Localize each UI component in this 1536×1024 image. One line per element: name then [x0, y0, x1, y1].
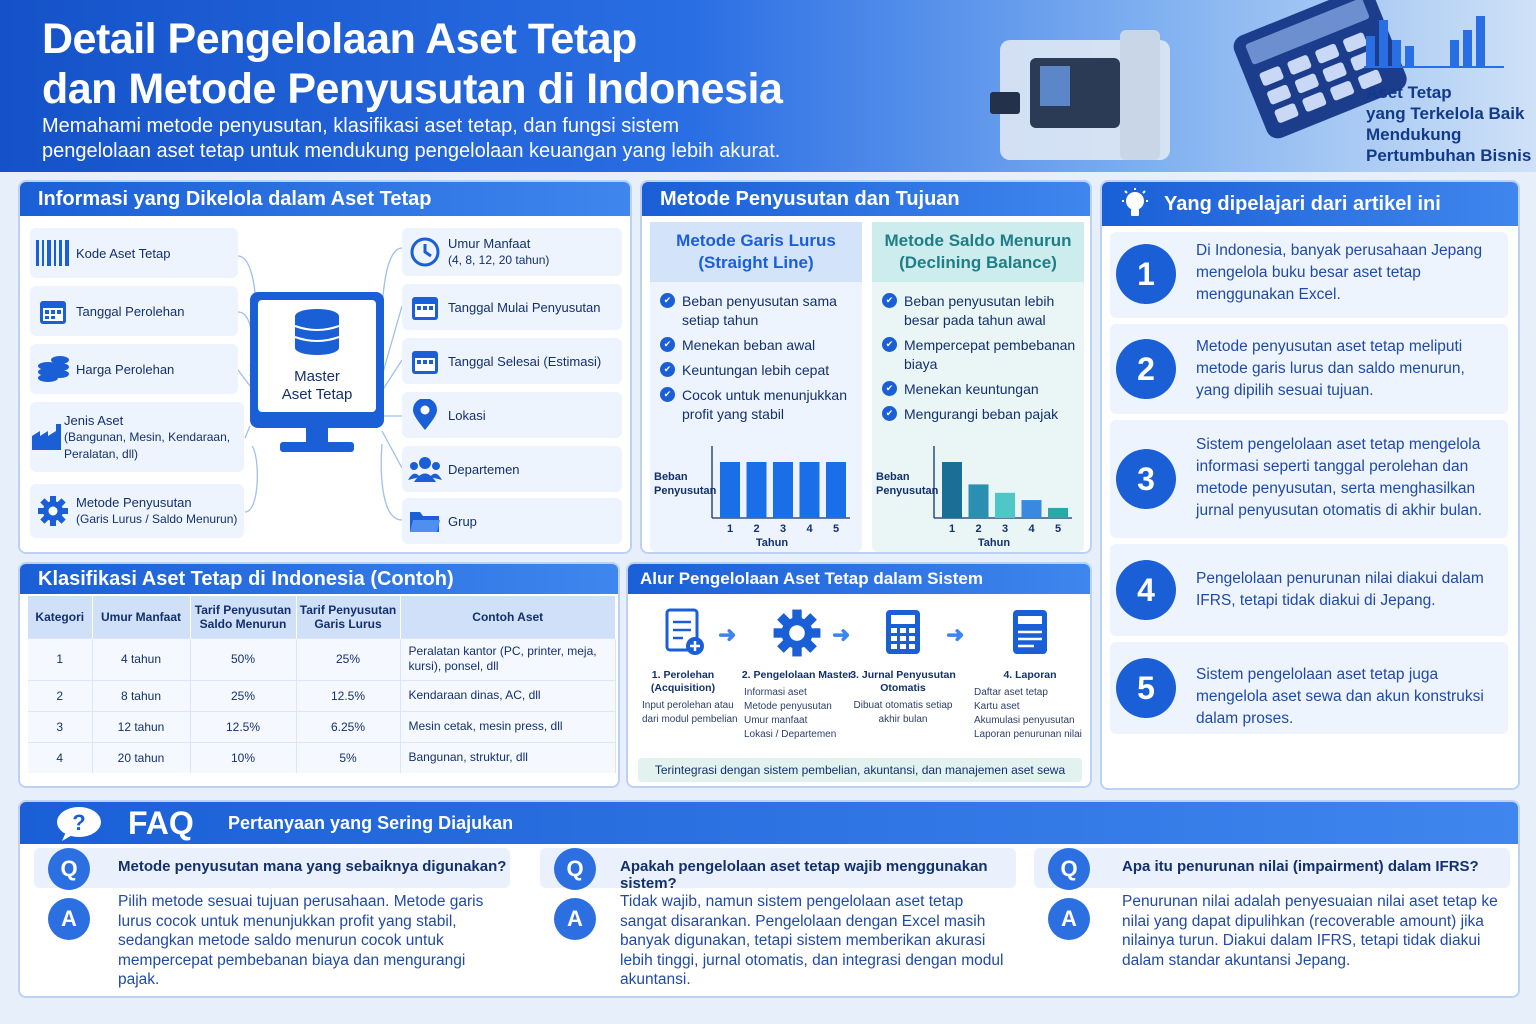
- info-item-umur: Umur Manfaat (4, 8, 12, 20 tahun): [402, 228, 622, 276]
- info-panel: [18, 180, 632, 554]
- info-item-departemen: Departemen: [402, 446, 622, 492]
- learned-item-1: 1 Di Indonesia, banyak perusahaan Jepang mengelola buku besar aset tetap menggunakan Excel.: [1110, 232, 1508, 318]
- faq-title: FAQ: [128, 805, 194, 841]
- faq-subtitle: Pertanyaan yang Sering Diajukan: [228, 813, 514, 833]
- answer-badge: A: [554, 898, 596, 940]
- faq-question: Apakah pengelolaan aset tetap wajib menggunakan sistem?: [620, 858, 988, 892]
- barcode-icon: [30, 240, 76, 266]
- chart-bar: [800, 462, 820, 518]
- answer-badge: A: [1048, 898, 1090, 940]
- table-header-row: Kategori Umur Manfaat Tarif Penyusutan Saldo Menurun Tarif Penyusutan Garis Lurus Contoh Aset: [28, 596, 616, 638]
- flow-panel: [626, 562, 1092, 788]
- learned-panel: [1100, 180, 1520, 790]
- chart-bar: [995, 493, 1015, 518]
- lightbulb-icon: [1120, 188, 1150, 236]
- x-tick-label: 2: [975, 523, 982, 535]
- flow-step-report: 4. Laporan Daftar aset tetap Kartu aset Akumulasi penyusutan Laporan penurunan nilai: [968, 608, 1092, 742]
- question-badge: Q: [48, 848, 90, 890]
- y-axis-label: Penyusutan: [654, 485, 717, 497]
- chart-bar: [826, 462, 846, 518]
- document-add-icon: [659, 608, 707, 658]
- faq-answer: Penurunan nilai adalah penyesuaian nilai aset tetap ke nilai yang dapat dipulihkan (recoverable amount) jika nilainya turun. Diakui dalam IFRS, tetapi tidak diakui dalam standar akuntansi Jepang.: [1122, 893, 1498, 969]
- faq-item: [26, 848, 516, 994]
- faq-question: Metode penyusutan mana yang sebaiknya digunakan?: [118, 858, 507, 875]
- table-row: 3 12 tahun 12.5% 6.25% Mesin cetak, mesin press, dll: [28, 711, 616, 742]
- gear-icon: [772, 608, 822, 658]
- classification-panel-title: Klasifikasi Aset Tetap di Indonesia (Contoh): [20, 564, 618, 594]
- chart-bar: [747, 462, 767, 518]
- header-banner: [0, 0, 1536, 172]
- info-panel-title: Informasi yang Dikelola dalam Aset Tetap: [20, 182, 630, 216]
- report-icon: [1009, 608, 1051, 658]
- declining-balance-heading: Metode Saldo Menurun (Declining Balance): [872, 222, 1084, 282]
- faq-item: [1026, 848, 1516, 994]
- flow-step-acquisition: 1. Perolehan (Acquisition) Input perolehan atau dari modul pembelian: [628, 608, 738, 727]
- chart-bar: [1022, 500, 1042, 518]
- faq-item: [532, 848, 1022, 994]
- info-item-grup: Grup: [402, 498, 622, 544]
- flow-arrow-icon: ➜: [832, 622, 851, 647]
- learned-item-3: 3 Sistem pengelolaan aset tetap mengelola informasi seperti tanggal perolehan dan metode penyusutan, serta menghasilkan jurnal penyusutan otomatis di akhir bulan.: [1110, 420, 1508, 538]
- x-tick-label: 3: [1001, 523, 1009, 535]
- chart-bar: [720, 462, 740, 518]
- calculator-icon: [882, 608, 924, 658]
- calendar-icon: [402, 292, 448, 322]
- declining-balance-points: ✔ Beban penyusutan lebih besar pada tahun awal ✔ Mempercepat pembebanan biaya ✔ Menekan keuntungan ✔ Mengurangi beban pajak: [872, 282, 1084, 424]
- page-title: Detail Pengelolaan Aset Tetap dan Metode Penyusutan di Indonesia: [42, 15, 783, 113]
- header-tagline: Aset Tetap yang Terkelola Baik Mendukung Pertumbuhan Bisnis: [1366, 83, 1532, 165]
- gear-icon: [30, 495, 76, 527]
- flow-step-master: 2. Pengelolaan Master Informasi aset Metode penyusutan Umur manfaat Lokasi / Departemen: [736, 608, 858, 742]
- faq-section: [18, 800, 1520, 998]
- straight-line-chart: [650, 442, 862, 552]
- learned-item-4: 4 Pengelolaan penurunan nilai diakui dalam IFRS, tetapi tidak diakui di Jepang.: [1110, 544, 1508, 636]
- table-row: 4 20 tahun 10% 5% Bangunan, struktur, dll: [28, 742, 616, 773]
- info-item-tgl-mulai: Tanggal Mulai Penyusutan: [402, 284, 622, 330]
- declining-balance-chart: [872, 442, 1084, 552]
- people-icon: [402, 455, 448, 483]
- info-item-tgl-selesai: Tanggal Selesai (Estimasi): [402, 338, 622, 384]
- folder-icon: [402, 508, 448, 534]
- methods-panel: [640, 180, 1092, 554]
- calendar-icon: [30, 296, 76, 326]
- y-axis-label: Penyusutan: [876, 485, 939, 497]
- faq-answer: Tidak wajib, namun sistem pengelolaan aset tetap sangat disarankan. Pengelolaan dengan Excel masih banyak digunakan, tetapi sistem memberikan akurasi lebih tinggi, jurnal otomatis, dan integrasi dengan modul akuntansi.: [620, 893, 1004, 988]
- table-row: 1 4 tahun 50% 25% Peralatan kantor (PC, printer, meja, kursi), ponsel, dll: [28, 638, 616, 680]
- master-label-line2: Aset Tetap: [281, 386, 353, 403]
- flow-panel-title: Alur Pengelolaan Aset Tetap dalam Sistem: [628, 564, 1090, 594]
- question-badge: Q: [1048, 848, 1090, 890]
- factory-icon: [30, 422, 64, 452]
- x-axis-label: Tahun: [977, 537, 1011, 549]
- x-tick-label: 2: [753, 523, 760, 535]
- straight-line-heading: Metode Garis Lurus (Straight Line): [650, 222, 862, 282]
- classification-panel: [18, 562, 620, 788]
- x-tick-label: 4: [1028, 523, 1035, 535]
- straight-line-column: [650, 222, 862, 552]
- flow-arrow-icon: ➜: [946, 622, 965, 647]
- question-badge: Q: [554, 848, 596, 890]
- flow-step-journal: 3. Jurnal Penyusutan Otomatis Dibuat otomatis setiap akhir bulan: [848, 608, 958, 727]
- x-tick-label: 5: [1054, 523, 1062, 535]
- methods-panel-title: Metode Penyusutan dan Tujuan: [642, 182, 1090, 216]
- y-axis-label: Beban: [876, 471, 910, 483]
- x-tick-label: 3: [779, 523, 787, 535]
- page-subtitle: Memahami metode penyusutan, klasifikasi aset tetap, dan fungsi sistem pengelolaan aset tetap untuk mendukung pengelolaan keuangan yang lebih akurat.: [42, 115, 781, 162]
- x-axis-label: Tahun: [755, 537, 789, 549]
- y-axis-label: Beban: [654, 471, 688, 483]
- clock-icon: [402, 237, 448, 267]
- classification-table: [28, 596, 616, 773]
- info-item-harga: Harga Perolehan: [30, 344, 238, 394]
- master-label-line1: Master: [294, 368, 340, 385]
- coins-icon: [30, 354, 76, 384]
- learned-item-2: 2 Metode penyusutan aset tetap meliputi metode garis lurus dan saldo menurun, yang dipilih sesuai tujuan.: [1110, 324, 1508, 414]
- flow-arrow-icon: ➜: [718, 622, 737, 647]
- x-tick-label: 4: [806, 523, 813, 535]
- chart-bar: [969, 484, 989, 518]
- master-aset-monitor: [250, 292, 384, 454]
- info-item-metode: Metode Penyusutan (Garis Lurus / Saldo Menurun): [30, 484, 244, 538]
- location-pin-icon: [402, 399, 448, 431]
- svg-text:?: ?: [72, 810, 86, 835]
- faq-question: Apa itu penurunan nilai (impairment) dalam IFRS?: [1122, 858, 1479, 875]
- learned-panel-title: Yang dipelajari dari artikel ini: [1102, 182, 1518, 226]
- calendar-icon: [402, 346, 448, 376]
- faq-bubble-icon: [56, 806, 102, 847]
- info-item-lokasi: Lokasi: [402, 392, 622, 438]
- declining-balance-column: [872, 222, 1084, 552]
- x-tick-label: 5: [832, 523, 840, 535]
- chart-bar: [1048, 508, 1068, 518]
- straight-line-points: ✔ Beban penyusutan sama setiap tahun ✔ Menekan beban awal ✔ Keuntungan lebih cepat ✔ Cocok untuk menunjukkan profit yang stabil: [650, 282, 862, 424]
- info-item-tanggal-perolehan: Tanggal Perolehan: [30, 286, 238, 336]
- chart-bar: [773, 462, 793, 518]
- x-tick-label: 1: [726, 523, 734, 535]
- info-item-kode: Kode Aset Tetap: [30, 228, 238, 278]
- info-item-jenis: Jenis Aset (Bangunan, Mesin, Kendaraan, Peralatan, dll): [30, 402, 244, 472]
- answer-badge: A: [48, 898, 90, 940]
- table-row: 2 8 tahun 25% 12.5% Kendaraan dinas, AC, dll: [28, 680, 616, 711]
- x-tick-label: 1: [948, 523, 956, 535]
- flow-integration-note: Terintegrasi dengan sistem pembelian, akuntansi, dan manajemen aset sewa: [638, 758, 1082, 782]
- faq-answer: Pilih metode sesuai tujuan perusahaan. Metode garis lurus cocok untuk menunjukkan profit yang stabil, sedangkan metode saldo menurun cocok untuk mempercepat pembebanan biaya dan mengurangi pajak.: [118, 893, 484, 988]
- faq-header: [20, 802, 1518, 844]
- chart-bar: [942, 462, 962, 518]
- learned-item-5: 5 Sistem pengelolaan aset tetap juga mengelola aset sewa dan akun konstruksi dalam proses.: [1110, 642, 1508, 734]
